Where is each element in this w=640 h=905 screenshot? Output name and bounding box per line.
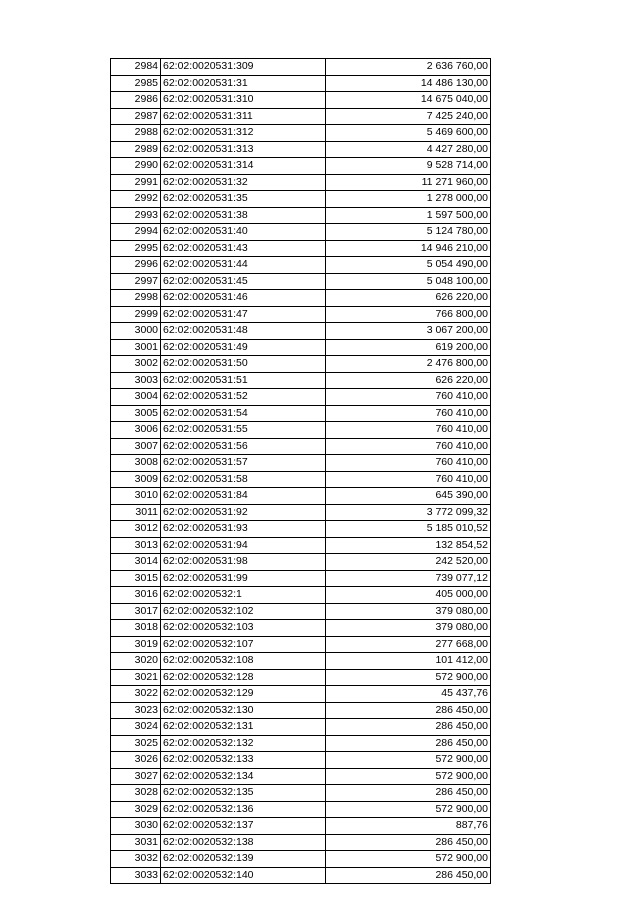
cadastral-number: 62:02:0020532:128 bbox=[161, 669, 326, 686]
row-number: 3027 bbox=[111, 768, 161, 785]
table-row bbox=[111, 339, 491, 356]
table-row bbox=[111, 75, 491, 92]
cadastral-number: 62:02:0020531:35 bbox=[161, 191, 326, 208]
table-row bbox=[111, 636, 491, 653]
row-number: 2996 bbox=[111, 257, 161, 274]
row-number: 3017 bbox=[111, 603, 161, 620]
cadastral-value: 14 675 040,00 bbox=[326, 92, 491, 109]
cadastral-number: 62:02:0020531:312 bbox=[161, 125, 326, 142]
table-row bbox=[111, 389, 491, 406]
cadastral-number: 62:02:0020531:47 bbox=[161, 306, 326, 323]
cadastral-value: 379 080,00 bbox=[326, 603, 491, 620]
cadastral-number: 62:02:0020531:58 bbox=[161, 471, 326, 488]
row-number: 3012 bbox=[111, 521, 161, 538]
row-number: 3023 bbox=[111, 702, 161, 719]
row-number: 3002 bbox=[111, 356, 161, 373]
cadastral-number: 62:02:0020532:134 bbox=[161, 768, 326, 785]
table-row bbox=[111, 801, 491, 818]
cadastral-value: 760 410,00 bbox=[326, 471, 491, 488]
row-number: 3030 bbox=[111, 818, 161, 835]
table-row bbox=[111, 438, 491, 455]
cadastral-value: 5 185 010,52 bbox=[326, 521, 491, 538]
table-row bbox=[111, 224, 491, 241]
table-row bbox=[111, 603, 491, 620]
cadastral-number: 62:02:0020531:52 bbox=[161, 389, 326, 406]
cadastral-value: 626 220,00 bbox=[326, 372, 491, 389]
row-number: 2985 bbox=[111, 75, 161, 92]
cadastral-number: 62:02:0020531:55 bbox=[161, 422, 326, 439]
cadastral-value: 572 900,00 bbox=[326, 768, 491, 785]
cadastral-value: 286 450,00 bbox=[326, 785, 491, 802]
cadastral-number: 62:02:0020532:103 bbox=[161, 620, 326, 637]
table-row bbox=[111, 191, 491, 208]
cadastral-value: 14 946 210,00 bbox=[326, 240, 491, 257]
table-row bbox=[111, 488, 491, 505]
table-row bbox=[111, 570, 491, 587]
cadastral-value: 760 410,00 bbox=[326, 389, 491, 406]
cadastral-number: 62:02:0020531:314 bbox=[161, 158, 326, 175]
cadastral-value: 760 410,00 bbox=[326, 405, 491, 422]
table-row bbox=[111, 735, 491, 752]
row-number: 3014 bbox=[111, 554, 161, 571]
table-row bbox=[111, 405, 491, 422]
cadastral-number: 62:02:0020532:130 bbox=[161, 702, 326, 719]
cadastral-value: 619 200,00 bbox=[326, 339, 491, 356]
row-number: 2986 bbox=[111, 92, 161, 109]
table-row bbox=[111, 174, 491, 191]
row-number: 3009 bbox=[111, 471, 161, 488]
table-row bbox=[111, 834, 491, 851]
cadastral-number: 62:02:0020532:102 bbox=[161, 603, 326, 620]
cadastral-number: 62:02:0020532:107 bbox=[161, 636, 326, 653]
table-row bbox=[111, 356, 491, 373]
row-number: 3032 bbox=[111, 851, 161, 868]
row-number: 3008 bbox=[111, 455, 161, 472]
row-number: 2984 bbox=[111, 59, 161, 76]
cadastral-number: 62:02:0020531:50 bbox=[161, 356, 326, 373]
table-row bbox=[111, 257, 491, 274]
table-row bbox=[111, 207, 491, 224]
cadastral-value: 2 636 760,00 bbox=[326, 59, 491, 76]
cadastral-value: 760 410,00 bbox=[326, 422, 491, 439]
cadastral-value: 572 900,00 bbox=[326, 851, 491, 868]
table-row bbox=[111, 785, 491, 802]
cadastral-value: 760 410,00 bbox=[326, 438, 491, 455]
row-number: 3016 bbox=[111, 587, 161, 604]
row-number: 3021 bbox=[111, 669, 161, 686]
row-number: 2994 bbox=[111, 224, 161, 241]
row-number: 2992 bbox=[111, 191, 161, 208]
cadastral-number: 62:02:0020531:51 bbox=[161, 372, 326, 389]
cadastral-value: 101 412,00 bbox=[326, 653, 491, 670]
table-row bbox=[111, 686, 491, 703]
row-number: 3007 bbox=[111, 438, 161, 455]
table-row bbox=[111, 537, 491, 554]
cadastral-value: 572 900,00 bbox=[326, 669, 491, 686]
cadastral-value: 9 528 714,00 bbox=[326, 158, 491, 175]
table-row bbox=[111, 719, 491, 736]
table-row bbox=[111, 306, 491, 323]
table-row bbox=[111, 818, 491, 835]
row-number: 3001 bbox=[111, 339, 161, 356]
row-number: 3020 bbox=[111, 653, 161, 670]
row-number: 3025 bbox=[111, 735, 161, 752]
row-number: 3019 bbox=[111, 636, 161, 653]
table-row bbox=[111, 504, 491, 521]
cadastral-value: 405 000,00 bbox=[326, 587, 491, 604]
row-number: 3004 bbox=[111, 389, 161, 406]
cadastral-number: 62:02:0020531:38 bbox=[161, 207, 326, 224]
table-row bbox=[111, 108, 491, 125]
cadastral-number: 62:02:0020531:40 bbox=[161, 224, 326, 241]
table-row bbox=[111, 273, 491, 290]
table-row bbox=[111, 422, 491, 439]
table-row bbox=[111, 702, 491, 719]
cadastral-value: 1 597 500,00 bbox=[326, 207, 491, 224]
row-number: 2989 bbox=[111, 141, 161, 158]
cadastral-value: 277 668,00 bbox=[326, 636, 491, 653]
cadastral-value-table bbox=[110, 58, 491, 884]
cadastral-number: 62:02:0020531:56 bbox=[161, 438, 326, 455]
cadastral-number: 62:02:0020531:43 bbox=[161, 240, 326, 257]
cadastral-number: 62:02:0020532:140 bbox=[161, 867, 326, 884]
table-row bbox=[111, 669, 491, 686]
table-body bbox=[111, 59, 491, 884]
cadastral-number: 62:02:0020531:57 bbox=[161, 455, 326, 472]
cadastral-value: 45 437,76 bbox=[326, 686, 491, 703]
row-number: 3022 bbox=[111, 686, 161, 703]
table-row bbox=[111, 59, 491, 76]
cadastral-number: 62:02:0020531:93 bbox=[161, 521, 326, 538]
cadastral-value: 5 048 100,00 bbox=[326, 273, 491, 290]
table-row bbox=[111, 587, 491, 604]
cadastral-value: 242 520,00 bbox=[326, 554, 491, 571]
cadastral-number: 62:02:0020531:309 bbox=[161, 59, 326, 76]
table-row bbox=[111, 125, 491, 142]
cadastral-value: 7 425 240,00 bbox=[326, 108, 491, 125]
cadastral-value: 572 900,00 bbox=[326, 752, 491, 769]
cadastral-number: 62:02:0020531:31 bbox=[161, 75, 326, 92]
cadastral-value: 286 450,00 bbox=[326, 834, 491, 851]
cadastral-number: 62:02:0020532:132 bbox=[161, 735, 326, 752]
cadastral-value: 3 772 099,32 bbox=[326, 504, 491, 521]
row-number: 3003 bbox=[111, 372, 161, 389]
cadastral-number: 62:02:0020532:136 bbox=[161, 801, 326, 818]
cadastral-number: 62:02:0020531:49 bbox=[161, 339, 326, 356]
cadastral-value: 132 854,52 bbox=[326, 537, 491, 554]
cadastral-value: 286 450,00 bbox=[326, 867, 491, 884]
table-row bbox=[111, 372, 491, 389]
table-row bbox=[111, 455, 491, 472]
row-number: 3015 bbox=[111, 570, 161, 587]
row-number: 3006 bbox=[111, 422, 161, 439]
table-row bbox=[111, 521, 491, 538]
cadastral-value: 286 450,00 bbox=[326, 719, 491, 736]
table-row bbox=[111, 620, 491, 637]
table-row bbox=[111, 471, 491, 488]
row-number: 3026 bbox=[111, 752, 161, 769]
cadastral-value: 626 220,00 bbox=[326, 290, 491, 307]
cadastral-number: 62:02:0020531:44 bbox=[161, 257, 326, 274]
row-number: 2991 bbox=[111, 174, 161, 191]
cadastral-number: 62:02:0020531:94 bbox=[161, 537, 326, 554]
cadastral-value: 739 077,12 bbox=[326, 570, 491, 587]
cadastral-number: 62:02:0020531:99 bbox=[161, 570, 326, 587]
cadastral-value: 379 080,00 bbox=[326, 620, 491, 637]
cadastral-value: 11 271 960,00 bbox=[326, 174, 491, 191]
row-number: 3033 bbox=[111, 867, 161, 884]
cadastral-number: 62:02:0020531:45 bbox=[161, 273, 326, 290]
cadastral-value: 4 427 280,00 bbox=[326, 141, 491, 158]
cadastral-value: 645 390,00 bbox=[326, 488, 491, 505]
table-row bbox=[111, 768, 491, 785]
cadastral-value: 760 410,00 bbox=[326, 455, 491, 472]
cadastral-number: 62:02:0020532:139 bbox=[161, 851, 326, 868]
row-number: 2997 bbox=[111, 273, 161, 290]
cadastral-number: 62:02:0020531:84 bbox=[161, 488, 326, 505]
cadastral-number: 62:02:0020532:138 bbox=[161, 834, 326, 851]
cadastral-number: 62:02:0020531:310 bbox=[161, 92, 326, 109]
cadastral-number: 62:02:0020532:135 bbox=[161, 785, 326, 802]
row-number: 3029 bbox=[111, 801, 161, 818]
table-row bbox=[111, 240, 491, 257]
row-number: 3018 bbox=[111, 620, 161, 637]
cadastral-value: 572 900,00 bbox=[326, 801, 491, 818]
cadastral-number: 62:02:0020532:137 bbox=[161, 818, 326, 835]
cadastral-value: 3 067 200,00 bbox=[326, 323, 491, 340]
cadastral-value: 2 476 800,00 bbox=[326, 356, 491, 373]
cadastral-value: 286 450,00 bbox=[326, 735, 491, 752]
row-number: 2999 bbox=[111, 306, 161, 323]
row-number: 2988 bbox=[111, 125, 161, 142]
row-number: 3005 bbox=[111, 405, 161, 422]
cadastral-number: 62:02:0020531:311 bbox=[161, 108, 326, 125]
cadastral-number: 62:02:0020532:108 bbox=[161, 653, 326, 670]
cadastral-value: 887,76 bbox=[326, 818, 491, 835]
table-row bbox=[111, 141, 491, 158]
cadastral-number: 62:02:0020531:48 bbox=[161, 323, 326, 340]
table-row bbox=[111, 867, 491, 884]
cadastral-value: 5 054 490,00 bbox=[326, 257, 491, 274]
cadastral-number: 62:02:0020532:131 bbox=[161, 719, 326, 736]
cadastral-value: 5 469 600,00 bbox=[326, 125, 491, 142]
row-number: 3010 bbox=[111, 488, 161, 505]
table-row bbox=[111, 851, 491, 868]
row-number: 3011 bbox=[111, 504, 161, 521]
row-number: 3000 bbox=[111, 323, 161, 340]
cadastral-number: 62:02:0020531:313 bbox=[161, 141, 326, 158]
cadastral-value: 1 278 000,00 bbox=[326, 191, 491, 208]
cadastral-number: 62:02:0020531:92 bbox=[161, 504, 326, 521]
cadastral-number: 62:02:0020531:32 bbox=[161, 174, 326, 191]
cadastral-value: 286 450,00 bbox=[326, 702, 491, 719]
cadastral-number: 62:02:0020532:129 bbox=[161, 686, 326, 703]
table-row bbox=[111, 323, 491, 340]
row-number: 2987 bbox=[111, 108, 161, 125]
table-row bbox=[111, 653, 491, 670]
cadastral-number: 62:02:0020531:54 bbox=[161, 405, 326, 422]
row-number: 3013 bbox=[111, 537, 161, 554]
row-number: 2995 bbox=[111, 240, 161, 257]
row-number: 3028 bbox=[111, 785, 161, 802]
table-row bbox=[111, 158, 491, 175]
row-number: 2998 bbox=[111, 290, 161, 307]
table-row bbox=[111, 92, 491, 109]
cadastral-number: 62:02:0020532:133 bbox=[161, 752, 326, 769]
table-row bbox=[111, 752, 491, 769]
cadastral-number: 62:02:0020531:46 bbox=[161, 290, 326, 307]
row-number: 3024 bbox=[111, 719, 161, 736]
cadastral-value: 14 486 130,00 bbox=[326, 75, 491, 92]
row-number: 3031 bbox=[111, 834, 161, 851]
cadastral-number: 62:02:0020531:98 bbox=[161, 554, 326, 571]
table-row bbox=[111, 290, 491, 307]
cadastral-number: 62:02:0020532:1 bbox=[161, 587, 326, 604]
table-row bbox=[111, 554, 491, 571]
row-number: 2993 bbox=[111, 207, 161, 224]
cadastral-value: 766 800,00 bbox=[326, 306, 491, 323]
row-number: 2990 bbox=[111, 158, 161, 175]
cadastral-value: 5 124 780,00 bbox=[326, 224, 491, 241]
